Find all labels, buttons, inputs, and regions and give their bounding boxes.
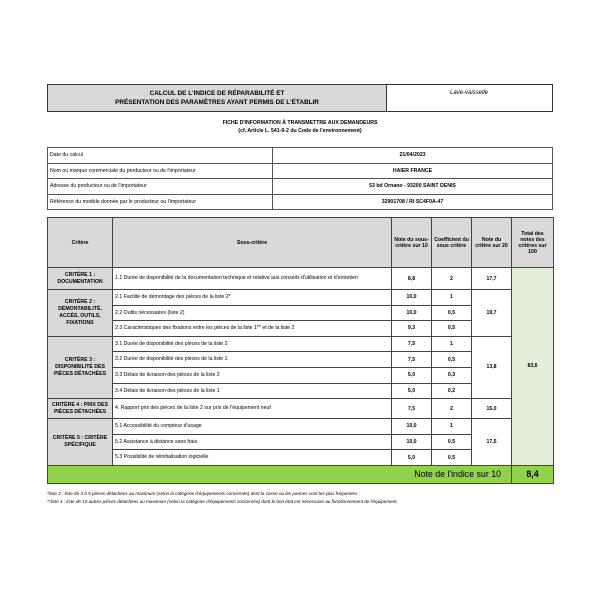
col-header-note-sous: Note du sous-critère sur 10 [392,218,432,268]
document-subtitle [47,120,553,135]
subcriterion-note: 10,0 [392,305,432,321]
title-line-1: CALCUL DE L'INDICE DE RÉPARABILITÉ ET [149,90,285,97]
subcriterion-note: 7,5 [392,399,432,419]
criterion-name: CRITÈRE 2 : DÉMONTABILITÉ, ACCÈS, OUTILS, FIXATIONS [48,290,113,337]
document-title [48,85,387,111]
col-header-sous-critere: Sous-critère [113,218,392,268]
table-row [48,290,554,306]
subcriterion-coef: 0,5 [432,352,472,368]
table-header-row [48,218,554,268]
info-table [47,147,553,210]
product-type: Lave-vaisselle [449,90,489,96]
subcriterion-label: 2.2 Outils nécessaires (liste 2) [113,305,392,321]
col-header-total: Total des notes des critères sur 100 [512,218,554,268]
subcriterion-label: 5.3 Possibilité de réinitialisation logicielle [113,450,392,466]
subcriterion-coef: 0,2 [432,383,472,399]
subcriterion-label: 2.1 Facilité de démontage des pièces de la liste 2* [113,290,392,306]
criterion-name: CRITÈRE 3 : DISPONIBILITÉ DES PIÈCES DÉTACHÉES [48,336,113,398]
table-row [48,399,554,419]
title-line-2: PRÉSENTATION DES PARAMÈTRES AYANT PERMIS DE L'ÉTABLIR [115,99,319,106]
subtitle-line-1: FICHE D'INFORMATION À TRANSMETTRE AUX DEMANDEURS [222,120,378,126]
info-row [48,194,553,210]
subcriterion-label: 3.4 Délais de livraison des pièces de la liste 1 [113,383,392,399]
subcriterion-label: 2.3 Caractéristiques des fixations entre les pièces de la liste 1** et de la liste 2 [113,321,392,337]
subcriterion-label: 5.1 Accessibilité du compteur d'usage [113,419,392,435]
info-label: Date du calcul [48,148,273,164]
repairability-table [47,217,554,484]
criterion-note: 13,8 [472,336,512,398]
info-label: Référence du modèle donnée par le producteur ou l'importateur [48,194,273,210]
subcriterion-coef: 0,5 [432,434,472,450]
subcriterion-coef: 1 [432,290,472,306]
table-row [48,419,554,435]
info-value: 53 bd Ornano - 93200 SAINT DENIS [273,179,553,195]
subcriterion-note: 7,5 [392,336,432,352]
info-row [48,163,553,179]
criterion-name: CRITÈRE 1 : DOCUMENTATION [48,268,113,290]
criterion-note: 19,7 [472,290,512,337]
subcriterion-note: 5,0 [392,383,432,399]
col-header-note-critere: Note du critère sur 20 [472,218,512,268]
subcriterion-note: 10,0 [392,419,432,435]
subcriterion-note: 7,5 [392,352,432,368]
subtitle-line-2: (cf. Article L. 541-9-2 du Code de l'environnement) [238,127,362,134]
subcriterion-coef: 1 [432,336,472,352]
subcriterion-coef: 0,5 [432,305,472,321]
info-value: HAIER FRANCE [273,163,553,179]
info-label: Adresse du producteur ou de l'importateur [48,179,273,195]
info-value: 21/04/2023 [273,148,553,164]
subcriterion-label: 5.2 Assistance à distance sans frais [113,434,392,450]
subcriterion-coef: 0,3 [432,367,472,383]
criterion-note: 15,0 [472,399,512,419]
subcriterion-label: 1.1 Durée de disponibilité de la documentation technique et relative aux conseils d'utilisation et d'entretien [113,268,392,290]
final-score-value: 8,4 [512,465,554,483]
info-row [48,148,553,164]
table-row [48,336,554,352]
footnote-liste-2: *liste 2 : liste de 3 à 5 pièces détachées au maximum (selon la catégorie d'équipements concernée) dont la casse ou les pannes sont les plus fréquentes ; [47,491,360,496]
final-score-label: Note de l'indice sur 10 [48,465,512,483]
info-label: Nom ou marque commerciale du producteur ou de l'importateur [48,163,273,179]
subcriterion-note: 5,0 [392,367,432,383]
criterion-note: 17,7 [472,268,512,290]
subcriterion-label: 4. Rapport prix des pièces de la liste 2 sur prix de l'équipement neuf [113,399,392,419]
final-score-row [48,465,554,483]
info-row [48,179,553,195]
footnotes [47,490,557,506]
footnote-liste-1: **liste 1 : liste de 10 autres pièces détachées au maximum (selon la catégorie d'équipements concernée) dont le bon état est nécessaire au fonctionnement de l'équipement. [47,499,398,504]
subcriterion-note: 8,8 [392,268,432,290]
table-row [48,268,554,290]
subcriterion-note: 10,0 [392,434,432,450]
subcriterion-label: 3.1 Durée de disponibilité des pièces de la liste 2 [113,336,392,352]
subcriterion-label: 3.3 Délais de livraison des pièces de la liste 2 [113,367,392,383]
col-header-critere: Critère [48,218,113,268]
subcriterion-coef: 2 [432,268,472,290]
subcriterion-coef: 2 [432,399,472,419]
criterion-name: CRITÈRE 4 : PRIX DES PIÈCES DÉTACHÉES [48,399,113,419]
subcriterion-note: 5,0 [392,450,432,466]
subcriterion-coef: 0,5 [432,321,472,337]
total-100: 83,6 [512,268,554,466]
criterion-note: 17,5 [472,419,512,466]
criterion-name: CRITÈRE 5 : CRITÈRE SPÉCIFIQUE [48,419,113,466]
document-header [47,84,553,112]
info-value: 32901708 / RI SC4F0A-47 [273,194,553,210]
subcriterion-label: 3.2 Durée de disponibilité des pièces de la liste 1 [113,352,392,368]
subcriterion-note: 10,0 [392,290,432,306]
subcriterion-coef: 1 [432,419,472,435]
subcriterion-coef: 0,5 [432,450,472,466]
col-header-coef: Coefficient du sous critère [432,218,472,268]
subcriterion-note: 9,3 [392,321,432,337]
